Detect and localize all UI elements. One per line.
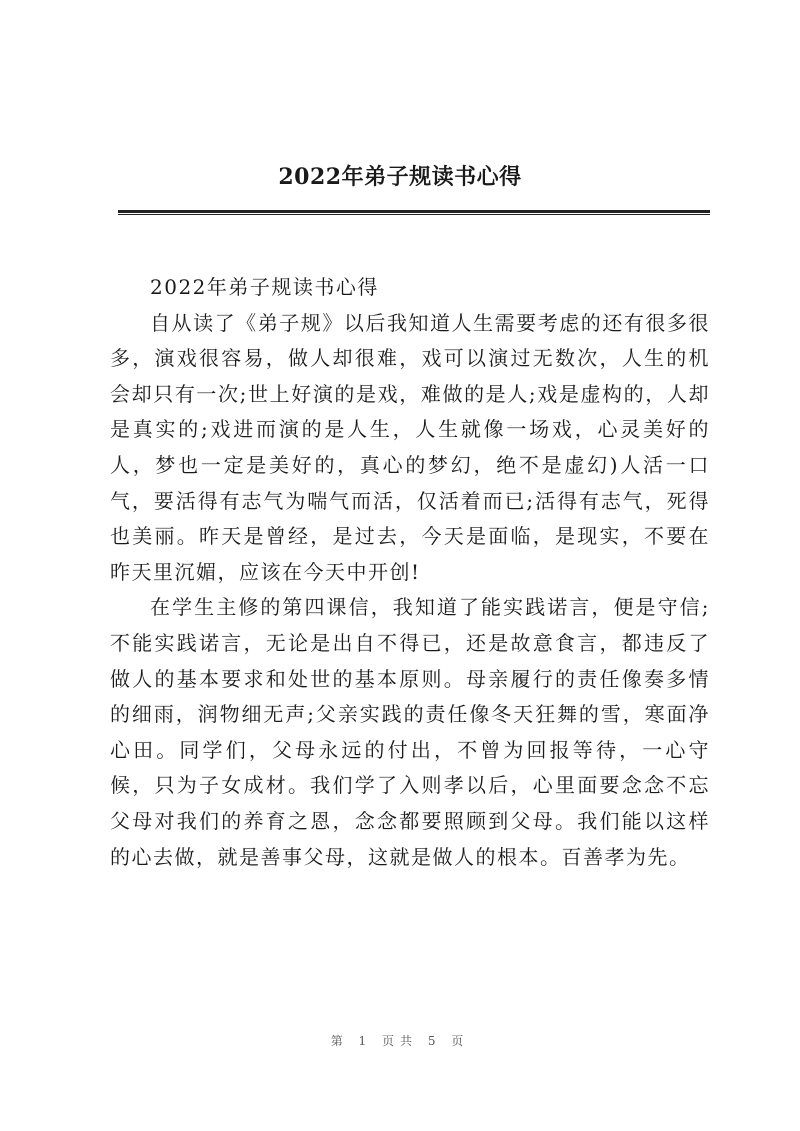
paragraph-2: 在学生主修的第四课信，我知道了能实践诺言，便是守信;不能实践诺言，无论是出自不得已，还是故意食言，都违反了做人的基本要求和处世的基本原则。母亲履行的责任像奏多情的细雨，润物细无声;父亲实践的责任像冬天狂舞的雪，寒面净心田。同学们，父母永远的付出，不曾为回报等待，一心守候，只为子女成材。我们学了入则孝以后，心里面要念念不忘父母对我们的养育之恩，念念都要照顾到父母。我们能以这样的心去做，就是善事父母，这就是做人的根本。百善孝为先。 xyxy=(110,595,710,869)
document-subtitle: 2022年弟子规读书心得 xyxy=(150,275,379,299)
page-number-footer: 第 1 页共 5 页 xyxy=(330,1034,470,1048)
document-title: 2022年弟子规读书心得 xyxy=(278,164,522,190)
title-divider xyxy=(118,210,710,215)
document-body xyxy=(110,270,710,875)
paragraph-1: 自从读了《弟子规》以后我知道人生需要考虑的还有很多很多，演戏很容易，做人却很难，戏可以演过无数次，人生的机会却只有一次;世上好演的是戏，难做的是人;戏是虚构的，人却是真实的;戏进而演的是人生，人生就像一场戏，心灵美好的人，梦也一定是美好的，真心的梦幻，绝不是虚幻)人活一口气，要活得有志气为喘气而活，仅活着而已;活得有志气，死得也美丽。昨天是曾经，是过去，今天是面临，是现实，不要在昨天里沉媚，应该在今天中开创! xyxy=(110,310,710,584)
